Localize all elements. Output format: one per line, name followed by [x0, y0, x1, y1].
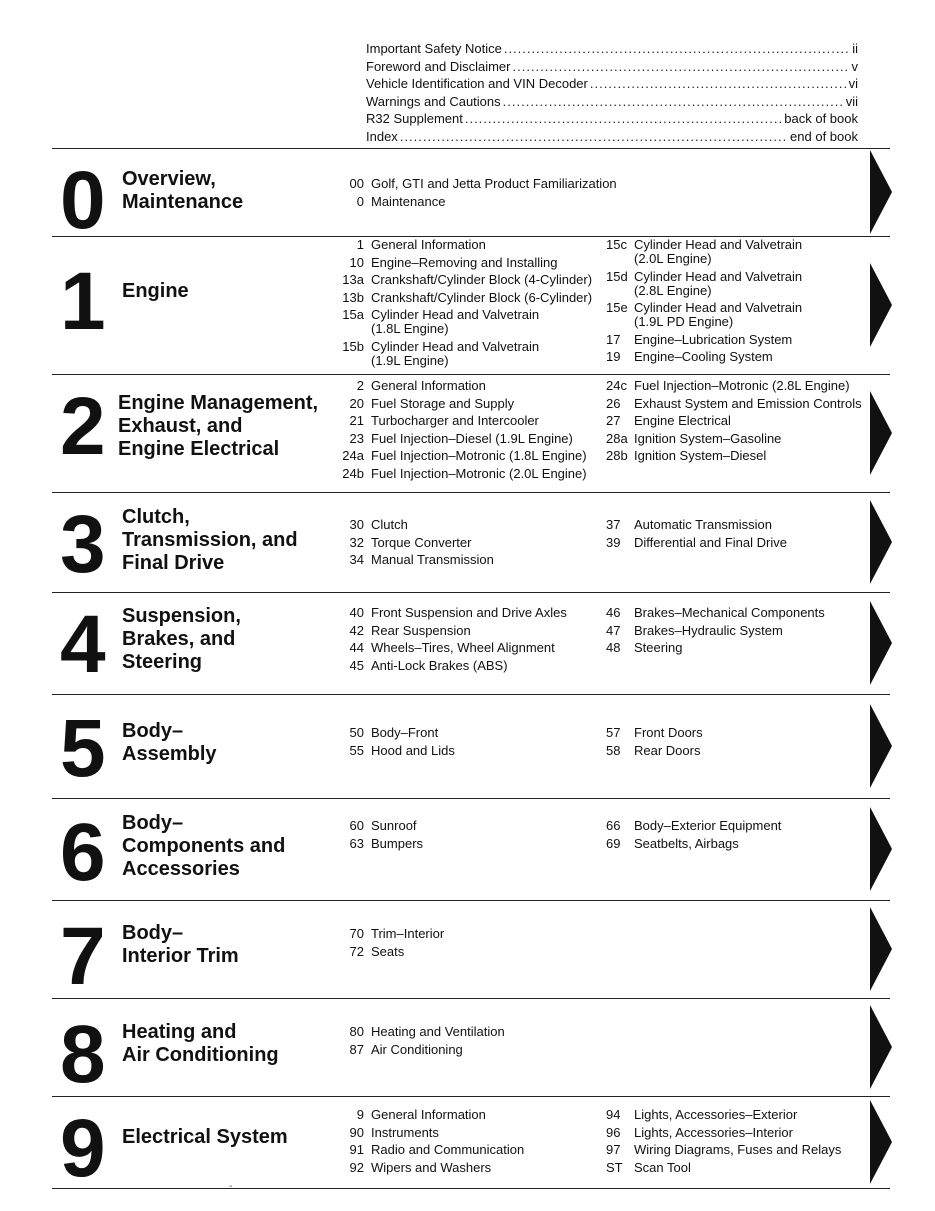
- chapter-label: Fuel Injection–Motronic (1.8L Engine): [371, 448, 587, 464]
- chapter-code: 40: [349, 605, 364, 620]
- leader-dots: [503, 93, 844, 111]
- chapter-label: Body–Front: [371, 725, 439, 740]
- chapter-label: Rear Doors: [634, 742, 701, 758]
- chapter-column-left: [338, 604, 567, 674]
- chapter-label: Fuel Storage and Supply: [371, 395, 515, 411]
- chapter-label: Body–Exterior Equipment: [634, 818, 782, 833]
- chapter-code: ST: [606, 1159, 623, 1175]
- chapter-label: Lights, Accessories–Interior: [634, 1124, 793, 1140]
- chapter-label: Hood and Lids: [371, 742, 455, 758]
- chapter-entry[interactable]: [606, 348, 802, 366]
- section-title[interactable]: Engine Management, Exhaust, and Engine Electrical: [118, 392, 319, 460]
- chapter-label: Fuel Injection–Motronic (2.8L Engine): [634, 378, 850, 393]
- chapter-code: 9: [356, 1107, 364, 1122]
- chapter-code: 72: [349, 943, 364, 959]
- chapter-entry[interactable]: [338, 657, 567, 675]
- section-7: [52, 900, 890, 1002]
- chapter-label: Radio and Communication: [371, 1142, 525, 1158]
- chapter-code: 63: [349, 835, 364, 851]
- chapter-entry[interactable]: [606, 377, 862, 395]
- chapter-code: 50: [349, 725, 364, 740]
- chapter-code: 39: [606, 534, 621, 550]
- chapter-code: 66: [606, 818, 621, 833]
- chapter-code: 00: [349, 176, 364, 191]
- chapter-label: Steering: [634, 640, 683, 656]
- chapter-code: 37: [606, 517, 621, 532]
- chapter-label: Front Suspension and Drive Axles: [371, 605, 567, 620]
- chapter-entry[interactable]: [606, 724, 703, 742]
- chapter-code: 24b: [342, 465, 364, 481]
- chapter-entry[interactable]: [606, 430, 862, 448]
- section-number: 1: [60, 256, 103, 347]
- chapter-label: Lights, Accessories–Exterior: [634, 1107, 798, 1122]
- chapter-column-right: [606, 724, 703, 759]
- chapter-entry[interactable]: [338, 1141, 524, 1159]
- chapter-entry[interactable]: [338, 175, 617, 193]
- front-matter-list: [366, 40, 858, 146]
- chapter-code: 58: [606, 742, 621, 758]
- front-matter-title: R32 Supplement: [366, 111, 463, 127]
- chapter-label: Scan Tool: [634, 1159, 691, 1175]
- section-number: 2: [60, 381, 103, 472]
- chapter-code: 87: [349, 1041, 364, 1057]
- chapter-label: Engine Electrical: [634, 413, 731, 429]
- chapter-label: Cylinder Head and Valvetrain (1.9L Engine): [371, 338, 540, 368]
- chapter-label: Wheels–Tires, Wheel Alignment: [371, 640, 555, 656]
- chapter-code: 97: [606, 1142, 621, 1158]
- print-speck: -: [229, 1181, 233, 1192]
- chapter-entry[interactable]: [606, 817, 781, 835]
- front-matter-title: Important Safety Notice: [366, 41, 502, 56]
- section-number: 9: [60, 1103, 103, 1194]
- chapter-entry[interactable]: [606, 639, 825, 657]
- chapter-code: 46: [606, 605, 621, 620]
- section-number: 4: [60, 599, 103, 690]
- section-8: [52, 998, 890, 1100]
- chapter-label: Exhaust System and Emission Controls: [634, 395, 862, 411]
- front-matter-item[interactable]: [366, 58, 858, 76]
- thumb-tab-arrow-icon[interactable]: [870, 1100, 892, 1184]
- front-matter-title: Foreword and Disclaimer: [366, 58, 511, 74]
- chapter-code: 15d: [606, 268, 628, 284]
- chapter-entry[interactable]: [606, 742, 703, 760]
- chapter-label: Brakes–Hydraulic System: [634, 622, 783, 638]
- chapter-label: Sunroof: [371, 818, 417, 833]
- chapter-entry[interactable]: [338, 604, 567, 622]
- chapter-code: 26: [606, 395, 621, 411]
- section-1: [52, 236, 890, 374]
- chapter-label: Wipers and Washers: [371, 1159, 492, 1175]
- chapter-entry[interactable]: [606, 1106, 841, 1124]
- chapter-label: Crankshaft/Cylinder Block (6-Cylinder): [371, 289, 593, 305]
- chapter-entry[interactable]: [606, 268, 802, 300]
- chapter-label: Anti-Lock Brakes (ABS): [371, 657, 508, 673]
- chapter-column-left: [338, 925, 444, 960]
- chapter-label: Instruments: [371, 1124, 439, 1140]
- chapter-code: 57: [606, 725, 621, 740]
- chapter-entry[interactable]: [338, 306, 592, 338]
- chapter-code: 17: [606, 331, 621, 347]
- chapter-column-right: [606, 604, 825, 657]
- thumb-tab-arrow-icon[interactable]: [870, 500, 892, 584]
- section-6: [52, 798, 890, 900]
- chapter-entry[interactable]: [338, 193, 617, 211]
- leader-dots: [504, 40, 850, 58]
- section-5: [52, 694, 890, 798]
- section-number: 6: [60, 807, 103, 898]
- chapter-code: 55: [349, 742, 364, 758]
- chapter-entry[interactable]: [338, 412, 587, 430]
- thumb-tab-arrow-icon[interactable]: [870, 150, 892, 234]
- chapter-label: Air Conditioning: [371, 1041, 463, 1057]
- chapter-code: 90: [349, 1124, 364, 1140]
- chapter-entry[interactable]: [338, 534, 494, 552]
- thumb-tab-arrow-icon[interactable]: [870, 601, 892, 685]
- chapter-label: Crankshaft/Cylinder Block (4-Cylinder): [371, 272, 593, 288]
- chapter-code: 19: [606, 349, 621, 365]
- chapter-code: 32: [349, 534, 364, 550]
- chapter-entry[interactable]: [338, 254, 592, 272]
- chapter-code: 13b: [342, 289, 364, 305]
- chapter-entry[interactable]: [606, 412, 862, 430]
- section-title[interactable]: Suspension, Brakes, and Steering: [122, 605, 241, 673]
- front-matter-page: ii: [852, 41, 858, 56]
- chapter-label: Engine–Removing and Installing: [371, 254, 558, 270]
- chapter-code: 21: [349, 413, 364, 429]
- chapter-code: 47: [606, 622, 621, 638]
- chapter-label: Clutch: [371, 517, 408, 532]
- chapter-code: 45: [349, 657, 364, 673]
- section-number: 7: [60, 911, 103, 1002]
- chapter-label: Cylinder Head and Valvetrain (1.8L Engine): [371, 307, 540, 337]
- chapter-entry[interactable]: [338, 395, 587, 413]
- chapter-label: Maintenance: [371, 193, 446, 209]
- front-matter-page: back of book: [784, 111, 858, 127]
- chapter-label: Fuel Injection–Motronic (2.0L Engine): [371, 465, 587, 481]
- chapter-label: Cylinder Head and Valvetrain (1.9L PD Engine): [634, 300, 803, 330]
- chapter-code: 0: [356, 193, 364, 209]
- leader-dots: [590, 75, 847, 93]
- chapter-code: 44: [349, 640, 364, 656]
- chapter-code: 15b: [342, 338, 364, 354]
- chapter-entry[interactable]: [606, 447, 862, 465]
- front-matter-page: vi: [848, 76, 858, 92]
- chapter-entry[interactable]: [338, 377, 587, 395]
- chapter-entry[interactable]: [338, 742, 455, 760]
- chapter-column-left: [338, 175, 617, 210]
- section-4: [52, 592, 890, 694]
- chapter-code: 15e: [606, 300, 628, 316]
- chapter-entry[interactable]: [338, 447, 587, 465]
- chapter-entry[interactable]: [338, 271, 592, 289]
- chapter-column-right: [606, 377, 862, 465]
- front-matter-page: end of book: [790, 128, 858, 144]
- chapter-code: 28a: [606, 430, 628, 446]
- front-matter-item[interactable]: [366, 110, 858, 128]
- chapter-entry[interactable]: [606, 331, 802, 349]
- thumb-tab-arrow-icon[interactable]: [870, 1005, 892, 1089]
- chapter-label: General Information: [371, 1107, 486, 1122]
- thumb-tab-arrow-icon[interactable]: [870, 907, 892, 991]
- chapter-entry[interactable]: [338, 622, 567, 640]
- front-matter-item[interactable]: [366, 40, 858, 58]
- chapter-entry[interactable]: [606, 534, 787, 552]
- chapter-label: Bumpers: [371, 835, 424, 851]
- thumb-tab-arrow-icon[interactable]: [870, 704, 892, 788]
- chapter-entry[interactable]: [606, 1141, 841, 1159]
- chapter-code: 23: [349, 430, 364, 446]
- chapter-entry[interactable]: [338, 338, 592, 370]
- front-matter-item[interactable]: [366, 128, 858, 146]
- chapter-code: 48: [606, 640, 621, 656]
- chapter-entry[interactable]: [606, 516, 787, 534]
- bottom-divider: [52, 1188, 890, 1189]
- chapter-code: 15a: [342, 307, 364, 323]
- chapter-entry[interactable]: [338, 289, 592, 307]
- chapter-code: 28b: [606, 448, 628, 464]
- chapter-label: General Information: [371, 378, 486, 393]
- chapter-label: General Information: [371, 237, 486, 252]
- chapter-entry[interactable]: [606, 622, 825, 640]
- front-matter-page: vii: [845, 93, 858, 109]
- front-matter-title: Warnings and Cautions: [366, 93, 501, 109]
- front-matter-title: Vehicle Identification and VIN Decoder: [366, 76, 588, 92]
- chapter-entry[interactable]: [606, 1124, 841, 1142]
- chapter-label: Differential and Final Drive: [634, 534, 787, 550]
- chapter-code: 15c: [606, 237, 627, 252]
- chapter-label: Automatic Transmission: [634, 517, 772, 532]
- section-title[interactable]: Clutch, Transmission, and Final Drive: [122, 506, 298, 574]
- section-title[interactable]: Body– Interior Trim: [122, 922, 239, 967]
- chapter-entry[interactable]: [338, 465, 587, 483]
- chapter-entry[interactable]: [338, 516, 494, 534]
- chapter-code: 1: [356, 237, 364, 252]
- chapter-code: 70: [349, 926, 364, 941]
- chapter-code: 96: [606, 1124, 621, 1140]
- chapter-column-right: [606, 516, 787, 551]
- chapter-label: Trim–Interior: [371, 926, 445, 941]
- thumb-tab-arrow-icon[interactable]: [870, 263, 892, 347]
- chapter-label: Engine–Cooling System: [634, 349, 773, 365]
- chapter-entry[interactable]: [606, 299, 802, 331]
- leader-dots: [513, 58, 850, 76]
- chapter-label: Rear Suspension: [371, 622, 471, 638]
- section-title[interactable]: Heating and Air Conditioning: [122, 1021, 279, 1066]
- chapter-code: 34: [349, 552, 364, 568]
- section-number: 3: [60, 499, 103, 590]
- section-title[interactable]: Engine: [122, 280, 189, 302]
- thumb-tab-arrow-icon[interactable]: [870, 391, 892, 475]
- chapter-label: Golf, GTI and Jetta Product Familiarization: [371, 176, 617, 191]
- section-title[interactable]: Electrical System: [122, 1126, 288, 1148]
- section-title[interactable]: Overview, Maintenance: [122, 168, 244, 213]
- chapter-label: Cylinder Head and Valvetrain (2.0L Engine): [634, 237, 803, 266]
- chapter-entry[interactable]: [338, 430, 587, 448]
- chapter-entry[interactable]: [338, 1106, 524, 1124]
- chapter-entry[interactable]: [606, 236, 802, 268]
- chapter-code: 60: [349, 818, 364, 833]
- chapter-code: 30: [349, 517, 364, 532]
- chapter-code: 42: [349, 622, 364, 638]
- chapter-label: Cylinder Head and Valvetrain (2.8L Engine): [634, 268, 803, 298]
- chapter-column-left: [338, 377, 587, 483]
- chapter-code: 92: [349, 1159, 364, 1175]
- thumb-tab-arrow-icon[interactable]: [870, 807, 892, 891]
- chapter-code: 80: [349, 1024, 364, 1039]
- leader-dots: [400, 128, 788, 146]
- chapter-entry[interactable]: [606, 835, 781, 853]
- chapter-entry[interactable]: [338, 1023, 505, 1041]
- section-title[interactable]: Body– Assembly: [122, 720, 217, 765]
- chapter-label: Front Doors: [634, 725, 703, 740]
- chapter-code: 20: [349, 395, 364, 411]
- chapter-column-left: [338, 236, 592, 370]
- chapter-code: 13a: [342, 272, 364, 288]
- chapter-entry[interactable]: [606, 604, 825, 622]
- chapter-label: Wiring Diagrams, Fuses and Relays: [634, 1142, 842, 1158]
- section-title[interactable]: Body– Components and Accessories: [122, 812, 286, 880]
- chapter-code: 2: [356, 378, 364, 393]
- front-matter-title: Index: [366, 128, 398, 144]
- chapter-column-left: [338, 817, 423, 852]
- chapter-column-left: [338, 1106, 524, 1176]
- section-2: [52, 374, 890, 492]
- section-number: 5: [60, 703, 103, 794]
- chapter-label: Manual Transmission: [371, 552, 494, 568]
- section-number: 8: [60, 1009, 103, 1100]
- chapter-entry[interactable]: [606, 395, 862, 413]
- chapter-column-right: [606, 817, 781, 852]
- chapter-label: Heating and Ventilation: [371, 1024, 505, 1039]
- front-matter-item[interactable]: [366, 93, 858, 111]
- chapter-entry[interactable]: [338, 236, 592, 254]
- chapter-entry[interactable]: [338, 817, 423, 835]
- chapter-code: 24a: [342, 448, 364, 464]
- chapter-column-left: [338, 516, 494, 569]
- chapter-entry[interactable]: [338, 551, 494, 569]
- chapter-label: Ignition System–Diesel: [634, 448, 767, 464]
- section-3: [52, 492, 890, 592]
- chapter-entry[interactable]: [338, 724, 455, 742]
- chapter-column-right: [606, 1106, 841, 1176]
- chapter-label: Engine–Lubrication System: [634, 331, 793, 347]
- chapter-label: Seats: [371, 943, 405, 959]
- chapter-code: 27: [606, 413, 621, 429]
- chapter-label: Fuel Injection–Diesel (1.9L Engine): [371, 430, 573, 446]
- chapter-code: 24c: [606, 378, 627, 393]
- chapter-code: 91: [349, 1142, 364, 1158]
- chapter-label: Brakes–Mechanical Components: [634, 605, 825, 620]
- chapter-code: 10: [349, 254, 364, 270]
- section-9: [52, 1096, 890, 1194]
- chapter-label: Torque Converter: [371, 534, 472, 550]
- chapter-entry[interactable]: [606, 1159, 841, 1177]
- front-matter-page: v: [851, 58, 858, 74]
- chapter-label: Turbocharger and Intercooler: [371, 413, 539, 429]
- chapter-label: Ignition System–Gasoline: [634, 430, 782, 446]
- chapter-entry[interactable]: [338, 835, 423, 853]
- chapter-column-right: [606, 236, 802, 366]
- chapter-entry[interactable]: [338, 1041, 505, 1059]
- chapter-label: Seatbelts, Airbags: [634, 835, 739, 851]
- chapter-column-left: [338, 724, 455, 759]
- chapter-code: 94: [606, 1107, 621, 1122]
- chapter-entry[interactable]: [338, 925, 444, 943]
- section-number: 0: [60, 155, 103, 246]
- front-matter-item[interactable]: [366, 75, 858, 93]
- leader-dots: [465, 110, 782, 128]
- chapter-entry[interactable]: [338, 943, 444, 961]
- chapter-entry[interactable]: [338, 639, 567, 657]
- chapter-column-left: [338, 1023, 505, 1058]
- chapter-code: 69: [606, 835, 621, 851]
- chapter-entry[interactable]: [338, 1124, 524, 1142]
- chapter-entry[interactable]: [338, 1159, 524, 1177]
